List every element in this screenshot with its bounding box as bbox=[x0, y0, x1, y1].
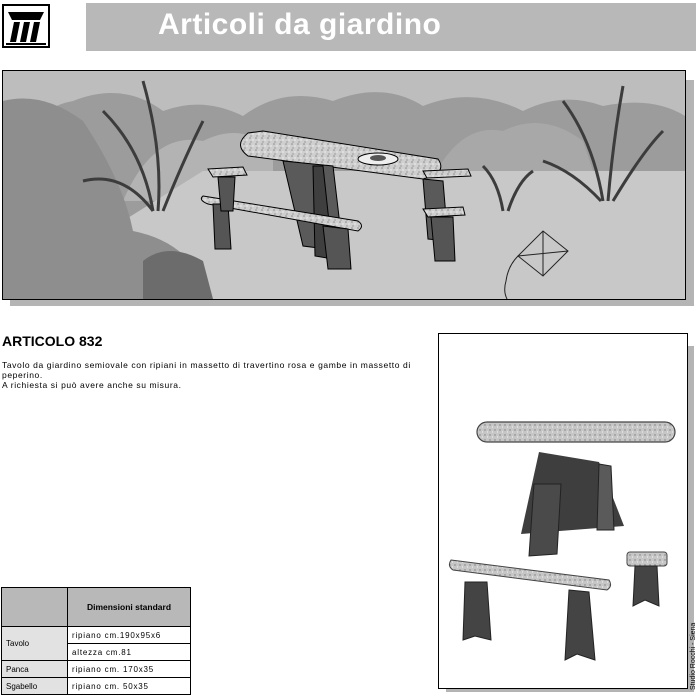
garden-illustration bbox=[2, 70, 686, 300]
description-line-2: A richiesta si può avere anche su misura. bbox=[2, 380, 182, 390]
company-logo bbox=[2, 4, 50, 48]
table-header-row bbox=[2, 588, 191, 627]
table-cell: ripiano cm. 170x35 bbox=[68, 661, 191, 678]
table-corner-cell bbox=[2, 588, 68, 627]
table-header: Dimensioni standard bbox=[68, 588, 191, 627]
article-heading: ARTICOLO 832 bbox=[2, 333, 103, 349]
table-row bbox=[2, 627, 191, 644]
table-cell: ripiano cm.190x95x6 bbox=[68, 627, 191, 644]
table-row bbox=[2, 678, 191, 695]
product-photo bbox=[438, 333, 688, 689]
table-cell: ripiano cm. 50x35 bbox=[68, 678, 191, 695]
photo-credit: Studio Rocchi - Siena bbox=[690, 622, 697, 690]
row-label-sgabello: Sgabello bbox=[2, 678, 68, 695]
article-description bbox=[2, 360, 422, 390]
dimensions-table bbox=[1, 587, 191, 695]
description-line-1: Tavolo da giardino semiovale con ripiani in massetto di travertino rosa e gambe in massetto di peperino. bbox=[2, 360, 411, 380]
table-cell: altezza cm.81 bbox=[68, 644, 191, 661]
row-label-panca: Panca bbox=[2, 661, 68, 678]
page-title: Articoli da giardino bbox=[158, 8, 442, 41]
row-label-tavolo: Tavolo bbox=[2, 627, 68, 661]
table-row bbox=[2, 661, 191, 678]
